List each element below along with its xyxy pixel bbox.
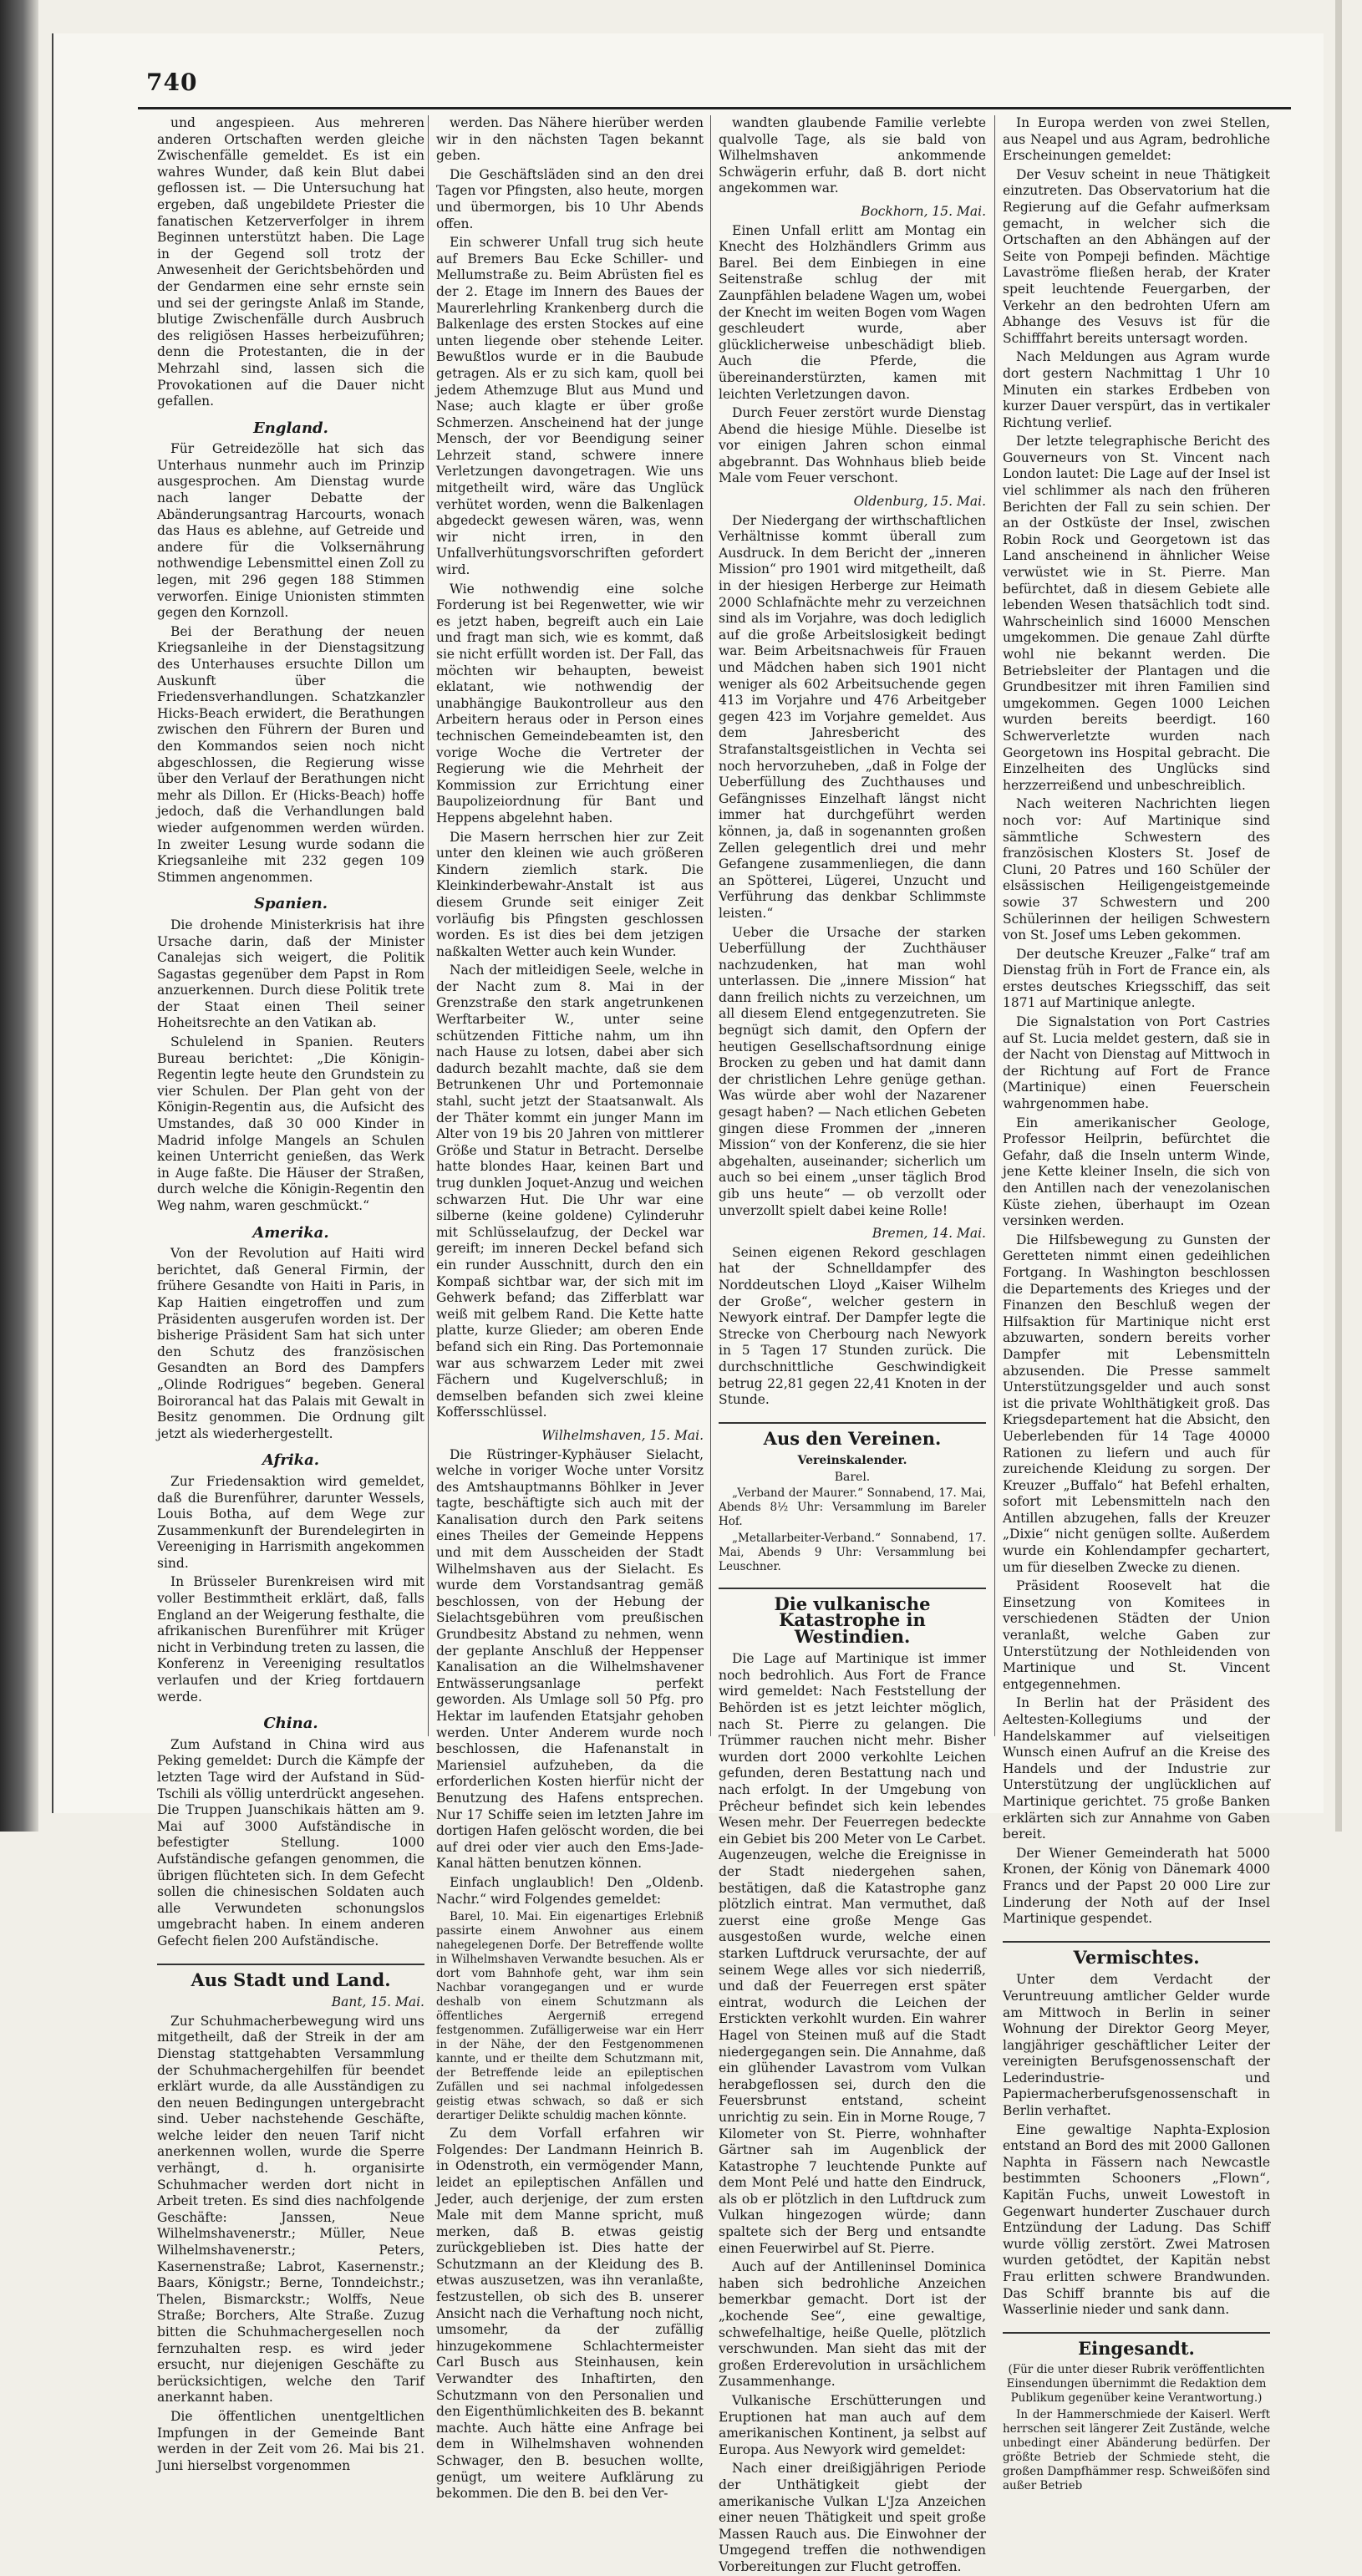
- article-text: Unter dem Verdacht der Veruntreuung amtlicher Gelder wurde am Mittwoch in Berlin in seiner Wohnung der Direktor Georg Meyer, langjähriger geschäftlicher Leiter der vereinigten Berufsgenossenschaft der Lederindustrie- und Papiermacherberufsgenossenschaft in Berlin verhaftet.: [1003, 1972, 1270, 2119]
- article-text: Zur Schuhmacherbewegung wird uns mitgetheilt, daß der Streik in der am Dienstag stattgehabten Versammlung der Schuhmachergehilfen für beendet erklärt wurde, da alle Ausständigen zu den neuen Bedingungen untergebracht sind. Ueber nachstehende Geschäfte, welche leider den neuen Tarif nicht anerkennen wollen, wurde die Sperre verhängt, d. h. organisirte Schuhmacher werden dort nicht in Arbeit treten. Es sind dies nachfolgende Geschäfte: Janssen, Neue Wilhelmshavenerstr.; Müller, Neue Wilhelmshavenerstr.; Peters, Kasernenstraße; Labrot, Kasernenstr.; Baars, Königstr.; Berne, Tonndeichstr.; Thelen, Bismarckstr.; Wolffs, Neue Straße; Borchers, Alte Straße. Zuzug bitten die Schuhmachergesellen noch fernzuhalten resp. es wird jeder ersucht, nur diejenigen Geschäfte zu berücksichtigen, welche den Tarif anerkannt haben.: [157, 2013, 424, 2406]
- article-text: Nach Meldungen aus Agram wurde dort gestern Nachmittag 1 Uhr 10 Minuten ein starkes Erdbeben von kurzer Dauer verspürt, das in vertikaler Richtung verlief.: [1003, 349, 1270, 430]
- article-text: Zu dem Vorfall erfahren wir Folgendes: Der Landmann Heinrich B. in Odenstroth, ein vermögender Mann, leidet an epileptischen Anfällen und Jeder, auch derjenige, der zum ersten Male mit dem Manne spricht, muß merken, daß B. etwas geistig zurückgeblieben ist. Dies hatte der Schutzmann an der Kleidung des B. etwas auszusetzen, was ihn veranlaßte, festzustellen, ob sich des B. unserer Ansicht nach die Verhaftung noch nicht, umsomehr, da der zufällig hinzugekommene Schlachtermeister Carl Busch aus Steinhausen, kein Verwandter des Inhaftirten, den Schutzmann von den Personalien und den Eigenthümlichkeiten des B. bekannt machte. Auch hätte eine Anfrage bei dem in Wilhelmshaven wohnenden Schwager, den B. besuchen wollte, genügt, um weitere Aufklärung zu bekommen. Die den B. bei den Ver-: [436, 2126, 704, 2502]
- article-text: Zur Friedensaktion wird gemeldet, daß die Burenführer, darunter Wessels, Louis Botha, auf dem Wege zur Zusammenkunft der Burendelegirten in Vereeniging in Harrismith angekommen sind.: [157, 1473, 424, 1571]
- section-heading-vulkanische-katastrophe: Die vulkanische Katastrophe in Westindien.: [719, 1588, 986, 1645]
- article-text: Der letzte telegraphische Bericht des Gouverneurs von St. Vincent nach London lautet: Die Lage auf der Insel ist viel schlimmer als nach den früheren Berichten der Fall zu sein schien. Der an der Ostküste der Insel, zwischen Robin Rock und Georgetown ist das Land anscheinend in ähnlicher Weise verwüstet wie in St. Pierre. Man befürchtet, daß in diesem Gebiete alle lebenden Wesen thatsächlich todt sind. Wahrscheinlich sind 16000 Menschen umgekommen. Die genaue Zahl dürfte wohl nie bekannt werden. Die Betriebsleiter der Plantagen und die Grundbesitzer mit ihren Familien sind umgekommen. Gegen 1000 Leichen wurden bereits beerdigt. 160 Schwerverletzte wurden nach Georgetown ins Hospital gebracht. Die Einzelheiten des Unglücks sind herzzerreißend und unbeschreiblich.: [1003, 434, 1270, 793]
- article-text: Nach der mitleidigen Seele, welche in der Nacht zum 8. Mai in der Grenzstraße den stark angetrunkenen Werftarbeiter W., unter seine schützenden Fittiche nahm, um ihn nach Hause zu lotsen, dabei aber sich dadurch bezahlt machte, daß sie dem Betrunkenen Uhr und Portemonnaie stahl, sucht jetzt der Staatsanwalt. Als der Thäter kommt ein junger Mann im Alter von 19 bis 20 Jahren von mittlerer Größe und Statur in Betracht. Derselbe hatte blondes Haar, keinen Bart und trug dunklen Joquet-Anzug und weichen schwarzen Hut. Die Uhr war eine silberne (keine goldene) Cylinderuhr mit Schlüsselaufzug, der Deckel war gereift; im inneren Deckel befand sich ein runder Ausschnitt, durch den ein Kompaß sichtbar war, der sich mit im Gehwerk befand; das Zifferblatt war weiß mit gelbem Rand. Die Kette hatte platte, kurze Glieder; am oberen Ende befand sich ein Ring. Das Portemonnaie war aus schwarzem Leder mit zwei Fächern und Kugelverschluß; in demselben befanden sich zwei kleine Koffersschlüssel.: [436, 963, 704, 1420]
- article-text: In Berlin hat der Präsident des Aeltesten-Kollegiums und der Handelskammer auf vielseitigen Wunsch einen Aufruf an die Kreise des Handels und der Industrie zur Unterstützung der unglücklichen auf Martinique gerichtet. 75 große Banken erklärten sich zur Annahme von Gaben bereit.: [1003, 1695, 1270, 1842]
- article-text: Die Geschäftsläden sind an den drei Tagen vor Pfingsten, also heute, morgen und übermorgen, bis 10 Uhr Abends offen.: [436, 166, 704, 231]
- column-4: [1003, 115, 1270, 2493]
- article-text: Durch Feuer zerstört wurde Dienstag Abend die hiesige Mühle. Dieselbe ist vor einigen Jahren schon einmal abgebrannt. Das Wohnhaus blieb beide Male vom Feuer verschont.: [719, 405, 986, 486]
- article-text: Der Vesuv scheint in neue Thätigkeit einzutreten. Das Observatorium hat die Regierung auf die Gefahr aufmerksam gemacht, in welcher sich die Ortschaften an den Abhängen auf der Seite von Pompeji befinden. Mächtige Lavaströme fließen herab, der Krater speit leuchtende Feuergarben, der Verkehr an den bedrohten Ufern am Abhange des Vesuvs ist für die Schifffahrt bereits untersagt worden.: [1003, 166, 1270, 346]
- article-text: Einfach unglaublich! Den „Oldenb. Nachr.“ wird Folgendes gemeldet:: [436, 1874, 704, 1907]
- article-text: Einen Unfall erlitt am Montag ein Knecht des Holzhändlers Grimm aus Barel. Bei dem Einbiegen in eine Seitenstraße schlug der mit Zaunpfählen beladene Wagen um, wobei der Knecht im weiten Bogen vom Wagen geschleudert wurde, aber glücklicherweise unbeschädigt blieb. Auch die Pferde, die übereinanderstürzten, kamen mit leichten Verletzungen davon.: [719, 222, 986, 402]
- calendar-entry: „Verband der Maurer.“ Sonnabend, 17. Mai, Abends 8½ Uhr: Versammlung im Bareler Hof.: [719, 1486, 986, 1528]
- article-text: Die Rüstringer-Kyphäuser Sielacht, welche in voriger Woche unter Vorsitz des Amtshauptmanns Böhlker in Jever tagte, beschäftigte sich auch mit der Kanalisation durch den Park seitens eines Theiles der Gemeinde Heppens und mit dem Ausscheiden der Stadt Wilhelmshaven aus der Sielacht. Es wurde dem Vorstandsantrag gemäß beschlossen, von der Hebung der Sielachtsgebühren vom preußischen Grundbesitz Abstand zu nehmen, wenn der geplante Anschluß der Heppenser Kanalisation an die Wilhelmshavener Entwässerungsanlage perfekt geworden. Als Umlage soll 50 Pfg. pro Hektar im laufenden Etatsjahr gehoben werden. Unter Anderem wurde noch beschlossen, die Hafenanstalt in Mariensiel aufzuheben, da die erforderlichen Kosten hierfür nicht der Benutzung des Hafens entsprechen. Nur 17 Schiffe seien im letzten Jahre im dortigen Hafen gelöscht worden, die bei auf drei oder vier auch den Ems-Jade-Kanal hätten benutzen können.: [436, 1446, 704, 1872]
- calendar-place: Barel.: [834, 1470, 871, 1484]
- article-text: Auch auf der Antilleninsel Dominica haben sich bedrohliche Anzeichen bemerkbar gemacht. Dort ist der „kochende See“, eine gewaltige, schwefelhaltige, heiße Quelle, plötzlich verschwunden. Man sieht das mit der großen Erderevolution in ursächlichem Zusammenhange.: [719, 2259, 986, 2390]
- article-text: Die Signalstation von Port Castries auf St. Lucia meldet gestern, daß sie in der Nacht von Dienstag auf Mittwoch in der Richtung auf Fort de France (Martinique) einen Feuerschein wahrgenommen habe.: [1003, 1014, 1270, 1112]
- section-heading-china: China.: [263, 1715, 318, 1733]
- column-2: [436, 115, 704, 2502]
- section-heading-spanien: Spanien.: [254, 895, 328, 913]
- article-text: Präsident Roosevelt hat die Einsetzung von Komitees in verschiedenen Städten der Union veranlaßt, welche Gaben zur Unterstützung der Nothleidenden von Martinique und St. Vincent entgegennehmen.: [1003, 1578, 1270, 1692]
- article-text: Die Masern herrschen hier zur Zeit unter den kleinen wie auch größeren Kindern ziemlich stark. Die Kleinkinderbewahr-Anstalt ist aus diesem Grunde seit einiger Zeit vorläufig bis Pfingsten geschlossen worden. Es ist dies bei dem jetzigen naßkalten Wetter auch kein Wunder.: [436, 829, 704, 959]
- article-text: Seinen eigenen Rekord geschlagen hat der Schnelldampfer des Norddeutschen Lloyd „Kaiser Wilhelm der Große“, welcher gestern in Newyork eintraf. Der Dampfer legte die Strecke von Cherbourg nach Newyork in 5 Tagen 17 Stunden zurück. Die durchschnittliche Geschwindigkeit betrug 22,81 gegen 22,41 Knoten in der Stunde.: [719, 1244, 986, 1408]
- article-text: Die drohende Ministerkrisis hat ihre Ursache darin, daß der Minister Canalejas sich weigert, die Politik Sagastas gegenüber dem Papst in Rom anzuerkennen. Durch diese Politik trete der Staat einen Theil seiner Hoheitsrechte an den Vatikan ab.: [157, 917, 424, 1031]
- section-heading-amerika: Amerika.: [252, 1223, 329, 1242]
- section-heading-eingesandt: Eingesandt.: [1003, 2332, 1270, 2357]
- article-text: Ueber die Ursache der starken Ueberfüllung der Zuchthäuser nachzudenken, hat man wohl unterlassen. Die „innere Mission“ hat dann freilich nichts zu verzeichnen, um all diesem Elend entgegenzutreten. Sie begnügt sich damit, den Opfern der heutigen Gesellschaftsordnung einige Brocken zu geben und hat damit dann der christlichen Lehre genüge gethan. Was würde aber wohl der Nazarener gesagt haben? — Nach etlichen Gebeten gingen diese Frommen der „inneren Mission“ von der Konferenz, die sie hier abgehalten, auseinander; sicherlich um auch so bei einem „unser täglich Brod gib uns heute“ — ob verzollt oder unverzollt spielt dabei keine Rolle!: [719, 924, 986, 1218]
- article-text: Wie nothwendig eine solche Forderung ist bei Regenwetter, wie wir es jetzt haben, begreift auch ein Laie und fragt man sich, wie es kommt, daß sie nicht erfüllt worden ist. Der Fall, das möchten wir behaupten, beweist eklatant, wie nothwendig der unabhängige Baukontrolleur aus den Arbeitern heraus oder in Person eines technischen Gemeindebeamten ist, den vorige Woche die Vertreter der Regierung wie die Mehrheit der Kommission zur Errichtung einer Baupolizeiordnung für Bant und Heppens abgelehnt haben.: [436, 581, 704, 826]
- dateline: Bockhorn, 15. Mai.: [861, 203, 986, 219]
- article-text: Zum Aufstand in China wird aus Peking gemeldet: Durch die Kämpfe der letzten Tage wird der Aufstand in Süd-Tschili als völlig unterdrückt angesehen. Die Truppen Juanschikais hätten am 9. Mai auf 3000 Aufständische in befestigter Stellung. 1000 Aufständische gefangen genommen, die übrigen flüchteten sich. In dem Gefecht sollen die chinesischen Soldaten auch alle Verwundeten schonungslos umgebracht haben. In einem anderen Gefecht fielen 200 Aufständische.: [157, 1736, 424, 1949]
- article-text: In Brüsseler Burenkreisen wird mit voller Bestimmtheit erklärt, daß, falls England an der Weigerung festhalte, die afrikanischen Burenführer mit Krüger nicht in Verbindung treten zu lassen, die Konferenz in Vereeniging resultatlos verlaufen und der Krieg fortdauern werde.: [157, 1574, 424, 1705]
- section-heading-stadt-und-land: Aus Stadt und Land.: [157, 1964, 424, 1989]
- subheading-vereinskalender: Vereinskalender.: [797, 1454, 907, 1468]
- article-text: Vulkanische Erschütterungen und Eruptionen hat man auch auf dem amerikanischen Kontinent, ja selbst auf Europa. Aus Newyork wird gemeldet:: [719, 2393, 986, 2457]
- dateline: Bant, 15. Mai.: [331, 1994, 424, 2010]
- disclaimer-note: (Für die unter dieser Rubrik veröffentlichten Einsendungen übernimmt die Redaktion dem Publikum gegenüber keine Verantwortung.): [1006, 2363, 1267, 2406]
- article-text: Von der Revolution auf Haiti wird berichtet, daß General Firmin, der frühere Gesandte von Haiti in Paris, in Kap Haitien eingetroffen und zum Präsidenten ausgerufen worden ist. Der bisherige Präsident Sam hat sich unter den Schutz des französischen Gesandten an Bord des Dampfers „Olinde Rodrigues“ begeben. General Boirorancal hat das Palais mit Gewalt in Besitz genommen. Die Ordnung gilt jetzt als wiederhergestellt.: [157, 1246, 424, 1441]
- article-text: Ein amerikanischer Geologe, Professor Heilprin, befürchtet die Gefahr, daß die Inseln unterm Winde, jene Kette kleiner Inseln, die sich von den Antillen nach der venezolanischen Küste ziehen, überhaupt im Ozean versinken werden.: [1003, 1115, 1270, 1229]
- dateline: Bremen, 14. Mai.: [872, 1226, 986, 1242]
- article-text: Schulelend in Spanien. Reuters Bureau berichtet: „Die Königin-Regentin legte heute den Grundstein zu vier Schulen. Der Plan geht von der Königin-Regentin aus, die Aufsicht des Umstandes, daß 30 000 Kinder in Madrid infolge Mangels an Schulen keinen Unterricht genießen, das Werk in Auge faßte. Die Häuser der Straßen, durch welche die Königin-Regentin den Weg nahm, waren geschmückt.“: [157, 1034, 424, 1213]
- book-binding: [0, 0, 38, 1832]
- article-text: Für Getreidezölle hat sich das Unterhaus nunmehr auch im Prinzip ausgesprochen. Am Dienstag wurde nach langer Debatte der Abänderungsantrag Harcourts, wonach das Haus es ablehne, auf Getreide und andere für die Volksernährung nothwendige Lebensmittel einen Zoll zu legen, mit 296 gegen 188 Stimmen verworfen. Einige Unionisten stimmten gegen den Kornzoll.: [157, 441, 424, 621]
- article-text: und angespieen. Aus mehreren anderen Ortschaften werden gleiche Zwischenfälle gemeldet. Es ist ein wahres Wunder, daß kein Blut dabei geflossen ist. — Die Untersuchung hat ergeben, daß ungebildete Priester die fanatischen Ketzerverfolger in ihrem Beginnen unterstützt haben. Die Lage in der Gegend soll trotz der Anwesenheit der Gerichtsbehörden und der Gendarmen eine sehr ernste sein und sei der geringste Anlaß im Stande, blutige Zwischenfälle durch Ausbruch des religiösen Hasses herbeizuführen; denn die Protestanten, die in der Mehrzahl sind, lassen sich die Provokationen auf die Dauer nicht gefallen.: [157, 115, 424, 409]
- dateline: Oldenburg, 15. Mai.: [853, 494, 986, 510]
- article-text: werden. Das Nähere hierüber werden wir in den nächsten Tagen bekannt geben.: [436, 115, 704, 164]
- column-1: [157, 115, 424, 2473]
- article-text: Ein schwerer Unfall trug sich heute auf Bremers Bau Ecke Schiller- und Mellumstraße zu. Beim Abrüsten fiel es der 2. Etage im Innern des Baues der Maurerlehrling Krankenberg durch die Balkenlage des ersten Stockes auf eine unten liegende ober stehende Leiter. Bewußtlos wurde er in die Baubude getragen. Als er zu sich kam, quoll bei jedem Athemzuge Blut aus Mund und Nase; auch klagte er über große Schmerzen. Anscheinend hat der junge Mensch, der vor Beendigung seiner Lehrzeit stand, schwere innere Verletzungen davongetragen. Wie uns mitgetheilt wird, wäre das Unglück verhütet worden, wenn die Balkenlagen abgedeckt gewesen wären, was, wenn wir nicht irren, in den Unfallverhütungsvorschriften gefordert wird.: [436, 235, 704, 578]
- article-text: Die Lage auf Martinique ist immer noch bedrohlich. Aus Fort de France wird gemeldet: Nach Feststellung der Behörden ist es jetzt leichter möglich, nach St. Pierre zu gelangen. Die Trümmer rauchen nicht mehr. Bisher wurden dort 2000 verkohlte Leichen gefunden, deren Bestattung nach und nach erfolgt. In der Umgebung von Prêcheur befindet sich kein lebendes Wesen mehr. Der Feuerregen bedeckte ein Gebiet bis 200 Meter von Le Carbet. Augenzeugen, welche die Ereignisse in der Stadt niedergehen sahen, bestätigen, daß die Katastrophe ganz plötzlich eintrat. Man vermuthet, daß zuerst eine große Menge Gas ausgestoßen wurde, welche einen starken Luftdruck verursachte, der auf seinem Wege alles vor sich niederriß, und daß der Feuerregen erst später eintrat, wodurch die Leichen der Erstickten verkohlt wurden. Ein wahrer Hagel von Steinen muß auf die Stadt niedergegangen sein. Die Annahme, daß ein glühender Lavastrom vom Vulkan herabgeflossen sei, durch den die Feuersbrunst entstand, scheint unrichtig zu sein. Ein in Morne Rouge, 7 Kilometer von St. Pierre, wohnhafter Gärtner sah im Augenblick der Katastrophe 7 leuchtende Punkte auf dem Mont Pelé und hatte den Eindruck, als ob er plötzlich in den Luftdruck zum Vulkan hingezogen würde; dann spaltete sich der Berg und entsandte einen Feuerwirbel auf St. Pierre.: [719, 1651, 986, 2256]
- column-rule: [428, 115, 429, 1736]
- section-heading-vereine: Aus den Vereinen.: [719, 1422, 986, 1447]
- article-text: Nach einer dreißigjährigen Periode der Unthätigkeit giebt der amerikanische Vulkan L'Jza Anzeichen einer neuen Thätigkeit und speit große Massen Rauch aus. Die Einwohner der Umgegend treffen die nothwendigen Vorbereitungen zur Flucht getroffen.: [719, 2461, 986, 2574]
- header-rule: [138, 107, 1291, 109]
- dateline: Wilhelmshaven, 15. Mai.: [541, 1427, 704, 1443]
- article-text: Eine gewaltige Naphta-Explosion entstand an Bord des mit 2000 Gallonen Naphta in Fässern nach Newcastle bestimmten Schooners „Flown“, Kapitän Fuchs, unweit Lowestoft in Gegenwart hunderter Zuschauer durch Entzündung der Ladung. Das Schiff wurde völlig zerstört. Zwei Matrosen wurden getödtet, der Kapitän nebst Frau erlitten schwere Brandwunden. Das Schiff brannte bis auf die Wasserlinie nieder und sank dann.: [1003, 2121, 1270, 2318]
- article-text: Die öffentlichen unentgeltlichen Impfungen in der Gemeinde Bant werden in der Zeit vom 26. Mai bis 21. Juni hierselbst vorgenommen: [157, 2408, 424, 2473]
- article-text: In der Hammerschmiede der Kaiserl. Werft herrschen seit längerer Zeit Zustände, welche unbedingt einer Abänderung bedürfen. Der größte Betrieb der Schmiede steht, die großen Dampfhämmer resp. Schweißöfen sind außer Betrieb: [1003, 2408, 1270, 2493]
- page-number: 740: [146, 69, 198, 96]
- section-heading-vermischtes: Vermischtes.: [1003, 1941, 1270, 1966]
- column-3: [719, 115, 986, 2574]
- article-text: wandten glaubende Familie verlebte qualvolle Tage, als sie bald von Wilhelmshaven ankommende Schwägerin erfuhr, daß B. dort nicht angekommen war.: [719, 115, 986, 196]
- article-text: Der Wiener Gemeinderath hat 5000 Kronen, der König von Dänemark 4000 Francs und der Papst 20 000 Lire zur Linderung der Noth auf der Insel Martinique gespendet.: [1003, 1845, 1270, 1927]
- column-rule: [710, 115, 711, 1736]
- article-text: Die Hilfsbewegung zu Gunsten der Geretteten nimmt einen gedeihlichen Fortgang. In Washington beschlossen die Departements des Krieges und der Finanzen den Beschluß wegen der Hilfsaktion für Martinique nicht erst abzuwarten, sondern bereits vorher Dampfer mit Lebensmitteln abzusenden. Die Presse sammelt Unterstützungsgelder und auch sonst ist die private Wohlthätigkeit groß. Das Kriegsdepartement hat die Absicht, den Ueberlebenden für 14 Tage 40000 Rationen zu liefern und auch für zureichende Kleidung zu sorgen. Der Kreuzer „Buffalo“ hat Befehl erhalten, sofort mit Lebensmitteln nach den Antillen abzugehen, falls der Kreuzer „Dixie“ nicht genügen sollte. Außerdem wurde ein Kohlendampfer gechartert, um für dieselben Zwecke zu dienen.: [1003, 1232, 1270, 1575]
- article-text: Bei der Berathung der neuen Kriegsanleihe in der Dienstagsitzung des Unterhauses ersuchte Dillon um Auskunft über die Friedensverhandlungen. Schatzkanzler Hicks-Beach erwidert, die Berathungen zwischen den Führern der Buren und den Kommandos seien noch nicht abgeschlossen, die Regierung wisse über den Verlauf der Berathungen nicht mehr als Dillon. Er (Hicks-Beach) hoffe jedoch, daß die Verhandlungen bald wieder aufgenommen werden würden. In zweiter Lesung wurde sodann die Kriegsanleihe mit 232 gegen 109 Stimmen angenommen.: [157, 623, 424, 885]
- article-text: Der Niedergang der wirthschaftlichen Verhältnisse kommt überall zum Ausdruck. In dem Bericht der „inneren Mission“ pro 1901 wird mitgetheilt, daß in der hiesigen Herberge zur Heimath 2000 Schlafnächte mehr zu verzeichnen sind als im Vorjahre, was doch lediglich auf die große Arbeitslosigkeit bedingt war. Beim Arbeitsnachweis für Frauen und Mädchen haben sich 1901 nicht weniger als 602 Arbeitsuchende gegen 413 im Vorjahre und 476 Arbeitgeber gegen 423 im Vorjahre gemeldet. Aus dem Jahresbericht des Strafanstaltsgeistlichen in Vechta sei noch hervorzuheben, „daß in Folge der Ueberfüllung des Zuchthauses und Gefängnisses Einzelhaft längst nicht immer hat durchgeführt werden können, ja, daß in sogenannten großen Zellen gelegentlich drei und mehr Gefangene zusammenliegen, die dann an Spötterei, Lügerei, Unzucht und Verführung das denkbar Schlimmste leisten.“: [719, 512, 986, 921]
- article-text: Der deutsche Kreuzer „Falke“ traf am Dienstag früh in Fort de France ein, als erstes deutsches Kriegsschiff, das seit 1871 auf Martinique anlegte.: [1003, 946, 1270, 1011]
- section-heading-afrika: Afrika.: [262, 1451, 320, 1470]
- quoted-report: Barel, 10. Mai. Ein eigenartiges Erlebniß passirte einem Anwohner aus einem nahegelegenen Dorfe. Der Betreffende wollte in Wilhelmshaven Verwandte besuchen. Als er dort vom Bahnhofe geht, war ihm sein Nachbar vorangegangen und er wurde deshalb von einem Schutzmann als öffentliches Aergerniß erregend festgenommen. Zufälligerweise war ein Herr in der Nähe, der den Festgenommenen kannte, und er theilte dem Schutzmann mit, der Betreffende leide an epileptischen Zufällen und sei nachmal infolgedessen geistig etwas schwach, so daß er sich derartiger Delikte schuldig machen könnte.: [436, 1910, 704, 2123]
- calendar-entry: „Metallarbeiter-Verband.“ Sonnabend, 17. Mai, Abends 9 Uhr: Versammlung bei Leuschner.: [719, 1531, 986, 1573]
- page-edge: [1335, 0, 1342, 1832]
- column-rule: [994, 115, 995, 1736]
- section-heading-england: England.: [253, 419, 328, 437]
- article-text: Nach weiteren Nachrichten liegen noch vor: Auf Martinique sind sämmtliche Schwestern des französischen Klosters St. Josef de Cluni, 20 Patres und 160 Schüler der elsässischen Heiligengeistgemeinde sowie 37 Schwestern und 200 Schülerinnen der heiligen Schwestern von St. Josef ums Leben gekommen.: [1003, 796, 1270, 943]
- article-text: In Europa werden von zwei Stellen, aus Neapel und aus Agram, bedrohliche Erscheinungen gemeldet:: [1003, 115, 1270, 164]
